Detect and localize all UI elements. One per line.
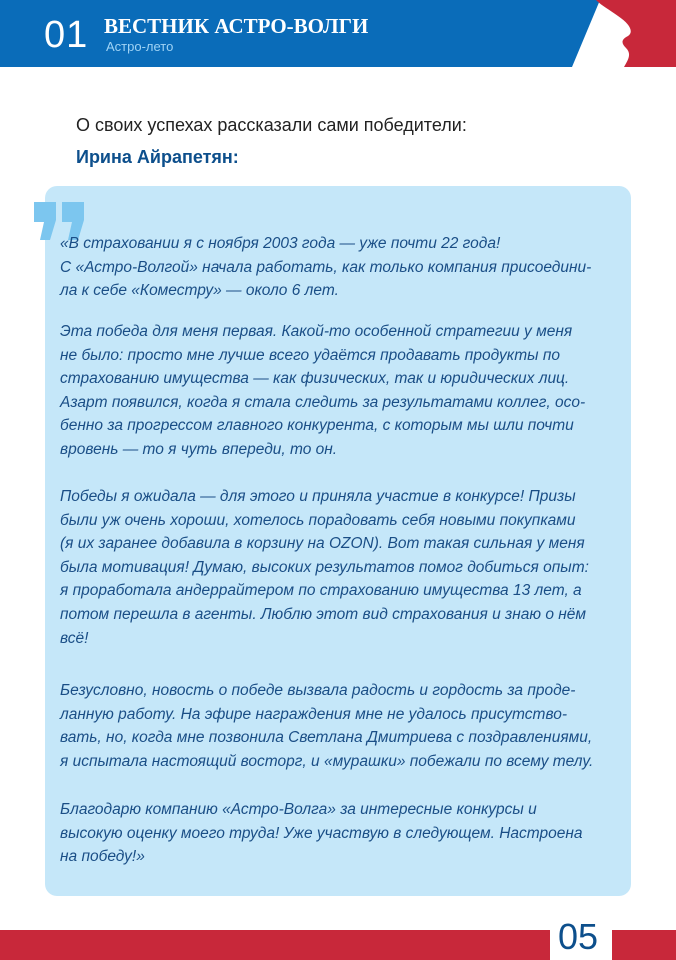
newsletter-title: ВЕСТНИК АСТРО-ВОЛГИ	[104, 14, 369, 38]
header	[0, 0, 676, 67]
quote-line: бенно за прогрессом главного конкурента, с которым мы шли почти	[60, 417, 574, 435]
quote-paragraph	[60, 798, 583, 869]
quote-line: ланную работу. На эфире награждения мне не удалось присутство-	[60, 705, 567, 723]
quote-line: вать, но, когда мне позвонила Светлана Дмитриева с поздравлениями,	[60, 729, 593, 747]
quote-line: были уж очень хороши, хотелось порадовать себя новыми покупками	[60, 511, 576, 529]
quote-line: Эта победа для меня первая. Какой-то особенной стратегии у меня	[60, 323, 573, 340]
quote-line: Безусловно, новость о победе вызвала радость и гордость за проде-	[60, 682, 576, 699]
page-number: 05	[558, 916, 599, 957]
issue-number: 01	[44, 14, 89, 56]
quote-line: потом перешла в агенты. Люблю этот вид страхования и знаю о нём	[60, 605, 587, 623]
quote-line: Победы я ожидала — для этого и приняла участие в конкурсе! Призы	[60, 488, 576, 505]
quote-line: на победу!»	[60, 848, 145, 866]
quote-line: страхованию имущества — как физических, так и юридических лиц.	[60, 370, 570, 388]
profile-logo-icon	[572, 0, 676, 67]
quote-line: (я их заранее добавила в корзину на OZON). Вот такая сильная у меня	[60, 535, 585, 553]
quote-line: ла к себе «Коместру» — около 6 лет.	[60, 282, 339, 300]
quote-line: я испытала настоящий восторг, и «мурашки» побежали по всему телу.	[60, 752, 594, 770]
newsletter-subtitle: Астро-лето	[106, 39, 174, 54]
quote-paragraph	[60, 320, 585, 462]
footer-bar	[0, 930, 550, 960]
quote-line: вровень — то я чуть впереди, то он.	[60, 440, 338, 458]
quote-line: высокую оценку моего труда! Уже участвую в следующем. Настроена	[60, 824, 583, 842]
quote-line: была мотивация! Думаю, высоких результатов помог добиться опыт:	[60, 558, 589, 576]
winner-name: Ирина Айрапетян:	[76, 147, 239, 167]
quote-line: не было: просто мне лучше всего удаётся продавать продукты по	[60, 346, 560, 364]
quote-paragraph	[60, 485, 589, 650]
quote-line: всё!	[60, 629, 89, 647]
quote-paragraph	[60, 679, 593, 773]
quote-line: «В страховании я с ноября 2003 года — уже почти 22 года!	[60, 235, 501, 252]
quote-line: я проработала андеррайтером по страхованию имущества 13 лет, а	[60, 582, 582, 600]
quote-line: Благодарю компанию «Астро-Волга» за интересные конкурсы и	[60, 801, 537, 818]
intro-text: О своих успехах рассказали сами победители:	[76, 115, 467, 135]
footer-bar-right	[612, 930, 676, 960]
quote-paragraph	[60, 232, 591, 303]
quote-line: С «Астро-Волгой» начала работать, как только компания присоедини-	[60, 258, 592, 276]
quote-line: Азарт появился, когда я стала следить за результатами коллег, осо-	[60, 393, 586, 411]
